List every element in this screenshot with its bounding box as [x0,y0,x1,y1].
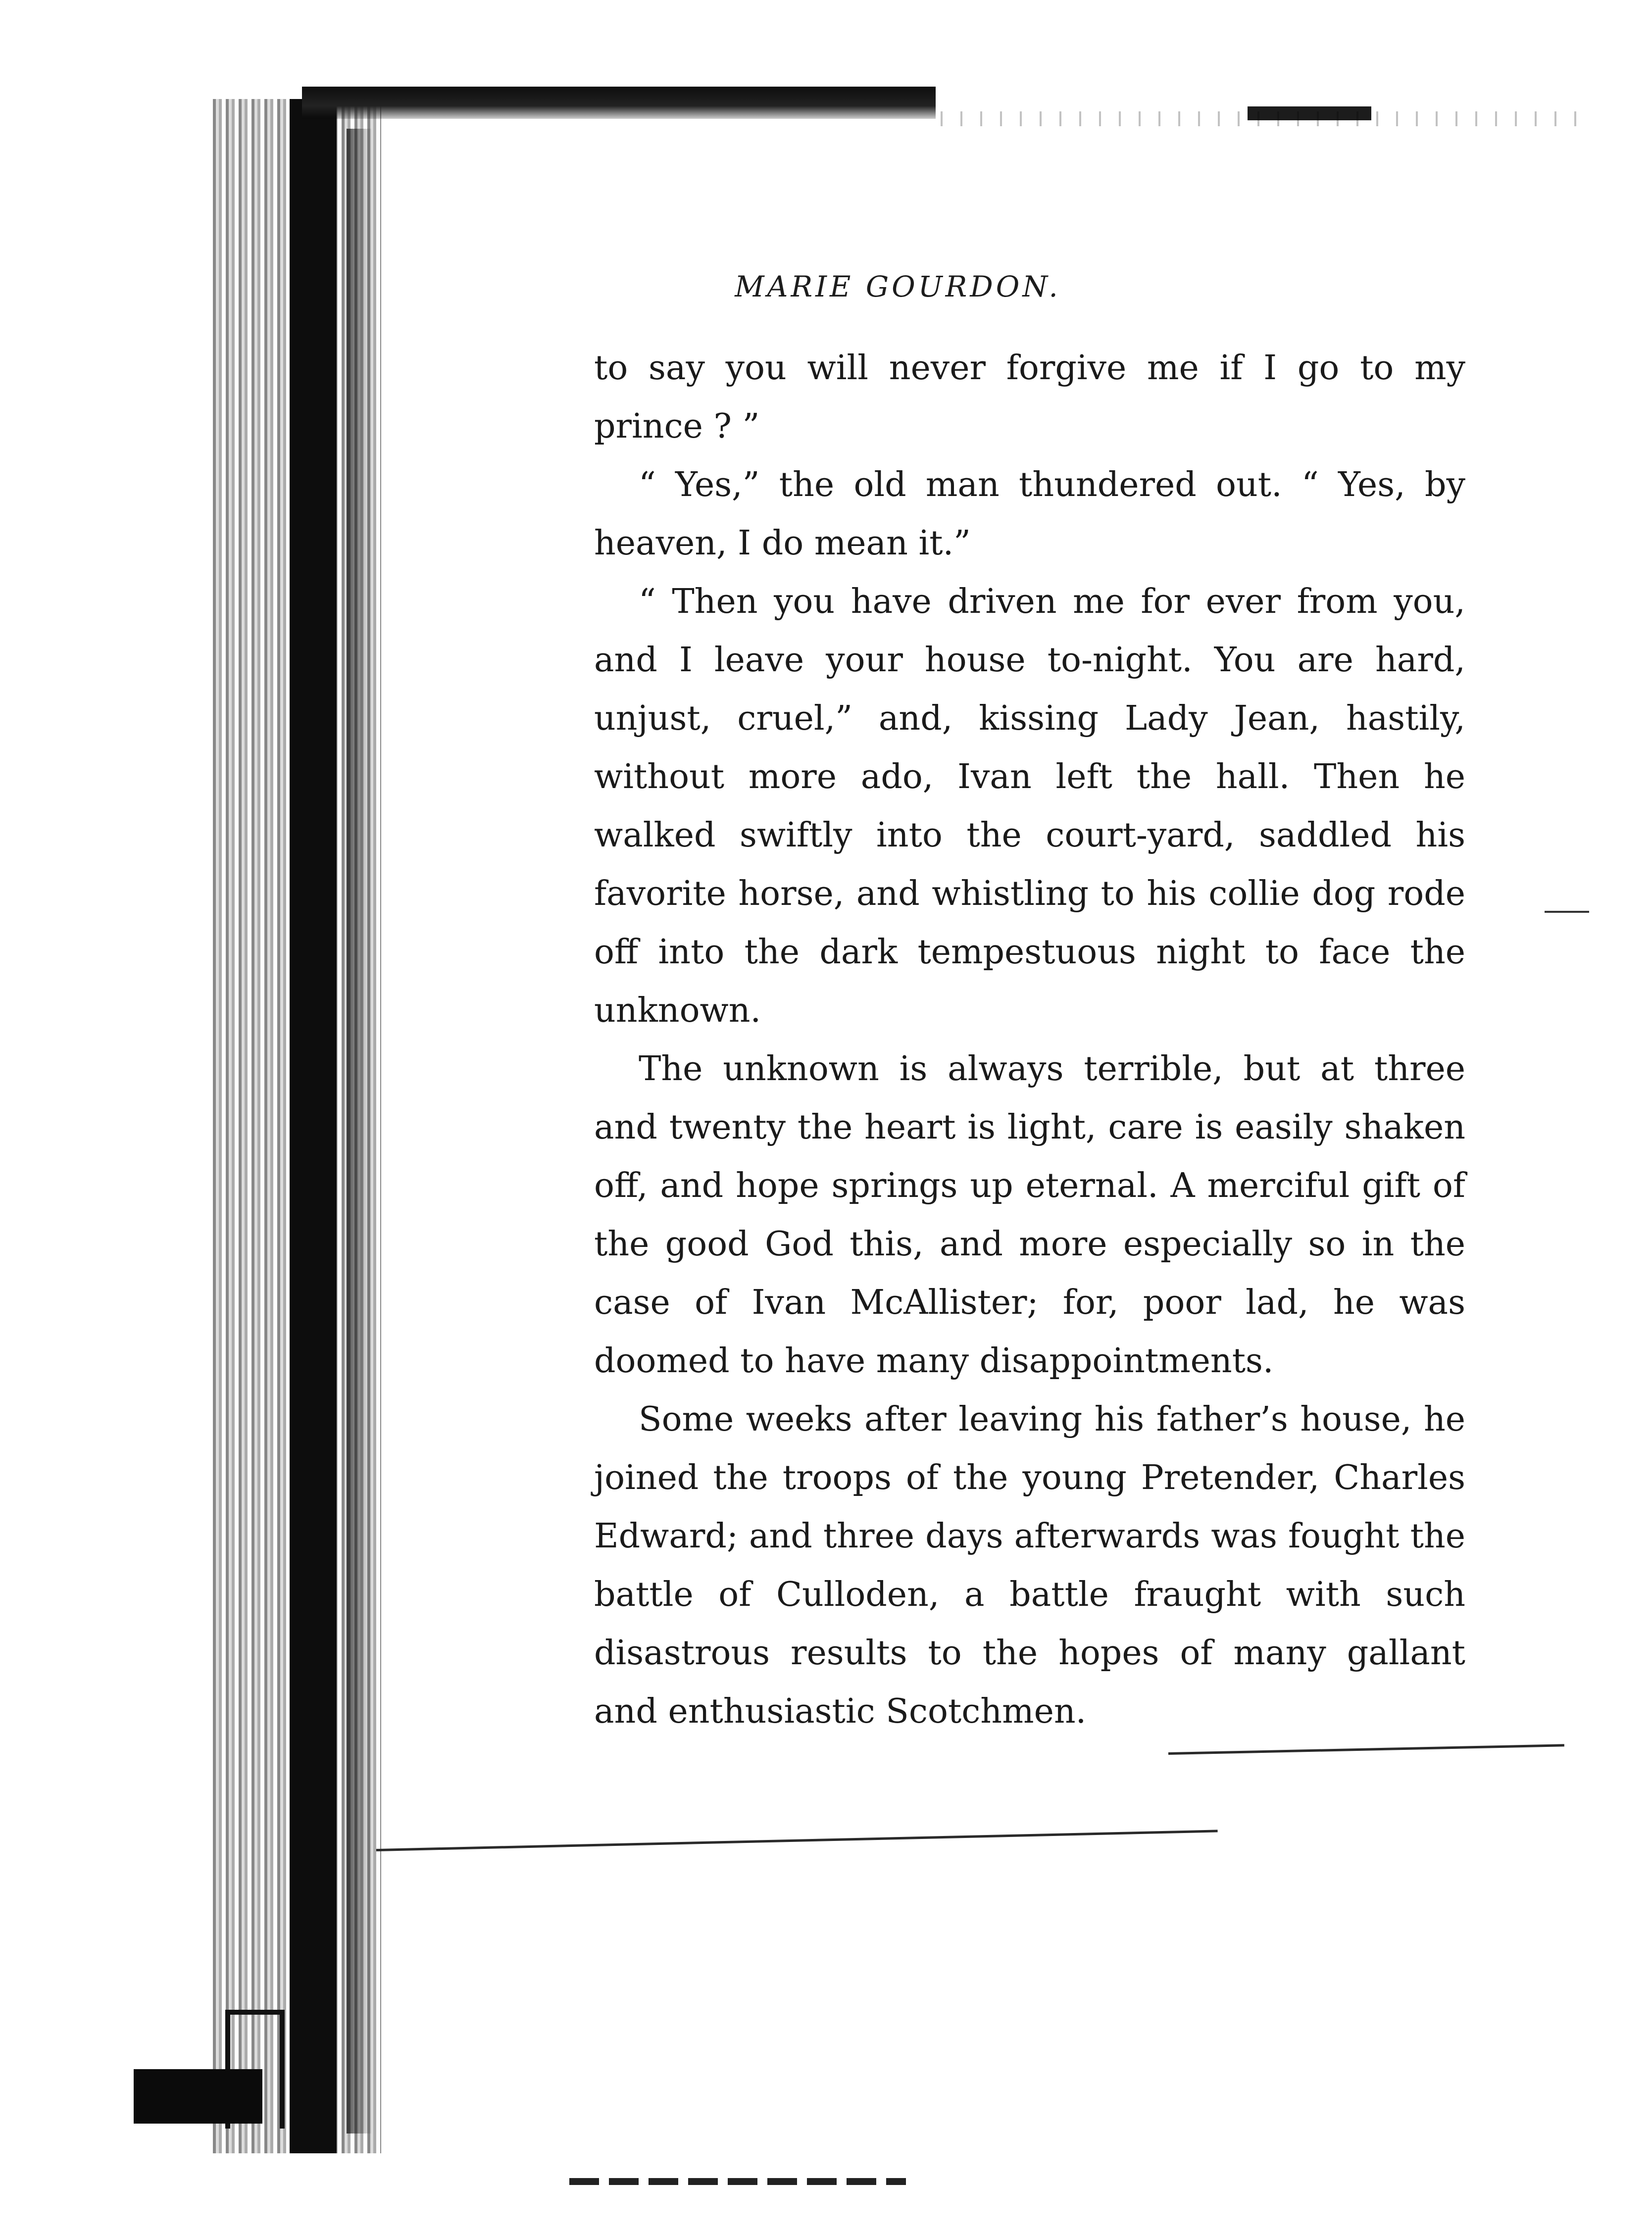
paragraph: Some weeks after leaving his father’s house, he joined the troops of the young Pretender, Charles Edward; and three days afterwards was fought the battle of Culloden, a battle fraught with such disastrous results to the hopes of many gallant and enthusiastic Scotchmen. [594,1400,1465,1731]
running-header: MARIE GOURDON. [735,270,1061,303]
bottom-left-edge-block [134,2069,262,2124]
binding-edge-fade [347,129,371,2134]
paragraph: to say you will never forgive me if I go to my prince ? ” [594,348,1465,446]
bottom-edge-marks [569,2178,906,2185]
stray-margin-mark [1545,911,1589,913]
top-edge-shadow [302,87,936,119]
stray-pen-line [1168,1744,1564,1755]
body-text [594,339,1465,1741]
binding-edge [290,99,337,2153]
stray-pen-line [376,1830,1218,1851]
paragraph: The unknown is always terrible, but at three and twenty the heart is light, care is easily shaken off, and hope springs up eternal. A merciful gift of the good God this, and more especially so in the case of Ivan McAllister; for, poor lad, he was doomed to have many disappointments. [594,1049,1465,1381]
paragraph: “ Then you have driven me for ever from you, and I leave your house to-night. You are hard, unjust, cruel,” and, kissing Lady Jean, hastily, without more ado, Ivan left the hall. Then he walked swiftly into the court-yard, saddled his favorite horse, and whistling to his collie dog rode off into the dark tempestuous night to face the unknown. [594,582,1465,1030]
paragraph: “ Yes,” the old man thundered out. “ Yes, by heaven, I do mean it.” [594,465,1465,563]
top-edge-specks [941,111,1584,126]
